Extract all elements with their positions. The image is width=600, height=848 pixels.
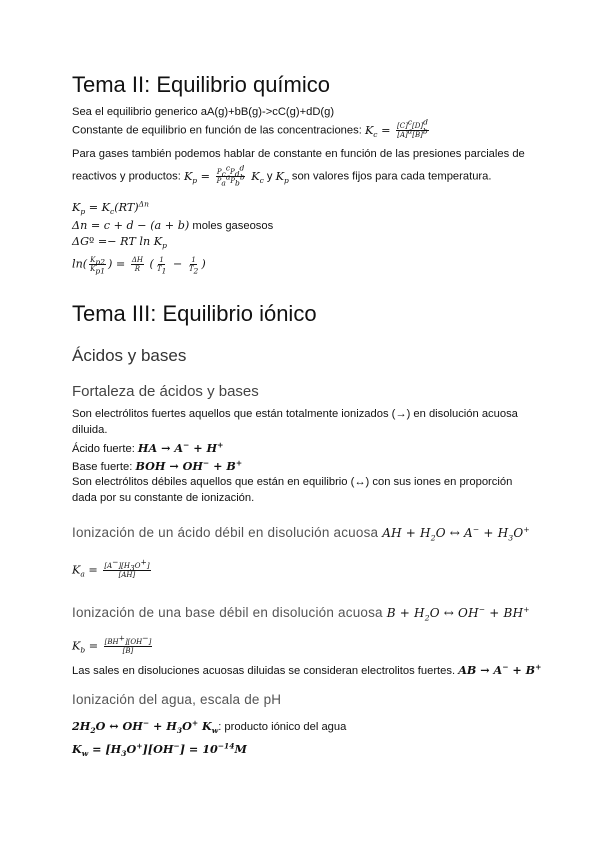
kp-formula: $K_p$ = $\frac{P_c^cP_d^d}{P_a^aP_b^b}$ $K_c$ — [183, 163, 264, 188]
strong-electrolytes-text: Son electrólitos fuertes aquellos que están totalmente ionizados (→) en disolución acuosa diluida. — [72, 408, 518, 436]
delta-n-text: moles gaseosos — [192, 220, 274, 232]
weak-electrolytes-text: Son electrólitos débiles aquellos que están en equilibrio (↔) con sus iones en proporción dada por su constante de ionización. — [72, 476, 513, 504]
heading-tema-3: Tema III: Equilibrio iónico — [72, 301, 317, 326]
kc-definition-text: Constante de equilibrio en función de las concentraciones: — [72, 124, 362, 137]
generic-equilibrium-text: Sea el equilibrio generico aA(g)+bB(g)->cC(g)+dD(g) — [72, 106, 335, 118]
base-ionization-heading — [72, 605, 530, 623]
strong-acid-line — [72, 440, 223, 457]
gibbs-equation: ΔGº =− RT $\ln K_p$ — [72, 235, 167, 251]
acid-ionization-text: Ionización de un ácido débil en disolución acuosa — [72, 525, 379, 540]
water-ionization-equation: $2H_2O$ ↔ $OH^- + H_3O^+$ $K_w$ — [72, 718, 219, 736]
kp-definition-text: reactivos y productos: — [72, 170, 181, 183]
heading-tema-2: Tema II: Equilibrio químico — [72, 72, 330, 97]
kp-kc-relation: $K_p = K_c(RT)^{\Delta n}$ — [72, 199, 149, 217]
partial-pressure-text: Para gases también podemos hablar de constante en función de las presiones parciales de — [72, 148, 525, 160]
water-ionization-line — [72, 718, 346, 735]
kb-formula: $K_b$ = $\frac{[BH^+][OH^-]}{[B]}$ — [72, 633, 152, 655]
strong-acid-equation: HA → A− + H+ — [137, 440, 224, 455]
delta-n-equation: Δn = c + d − (a + b) moles gaseosos — [72, 219, 274, 232]
kp-and: y — [266, 170, 273, 183]
kw-equation: $K_w = [H_3O^+][OH^-] = 10^{-14}M$ — [72, 741, 247, 759]
kc-definition — [72, 117, 431, 139]
kp-fixed-values-text: son valores fijos para cada temperatura. — [291, 170, 492, 183]
ka-formula: $K_a$ = $\frac{[A^-][H_3O^+]}{[AH]}$ — [72, 557, 150, 579]
salts-text: Las sales en disoluciones acuosas diluidas se consideran electrolitos fuertes. — [72, 665, 456, 677]
water-ionization-heading: Ionización del agua, escala de pH — [72, 692, 282, 707]
salts-line — [72, 662, 541, 679]
salts-equation: AB → A− + B+ — [458, 662, 542, 677]
base-ionization-equation: $B + H_2O$ ↔ OH− + BH+ — [386, 605, 530, 623]
heading-acidos-bases: Ácidos y bases — [72, 346, 187, 365]
strong-base-equation: BOH → OH− + B+ — [135, 458, 243, 473]
heading-fortaleza: Fortaleza de ácidos y bases — [72, 383, 259, 400]
kc-formula: $K_c$ = $\frac{[C]^c[D]^d}{[A]^a[B]^b}$ — [364, 117, 428, 139]
kp-symbol: $K_p$ — [275, 169, 289, 185]
base-ionization-text: Ionización de una base débil en disolución acuosa — [72, 605, 383, 620]
strong-base-line — [72, 458, 242, 475]
strong-base-label: Base fuerte: — [72, 461, 133, 473]
acid-ionization-equation: AH + $H_2O$ ↔ $A^- + H_3O^+$ — [382, 525, 530, 543]
water-product-text: : producto iónico del agua — [218, 721, 347, 733]
kp-definition — [72, 163, 492, 188]
vant-hoff-equation: ln( $\frac{K_{p2}}{K_{p1}}$ ) = $\frac{\Delta H}{R}$ ( $\frac{1}{T_1}$ − $\frac{1}{T_2}$ ) — [72, 256, 206, 276]
acid-ionization-heading — [72, 525, 530, 543]
strong-acid-label: Ácido fuerte: — [72, 443, 135, 455]
